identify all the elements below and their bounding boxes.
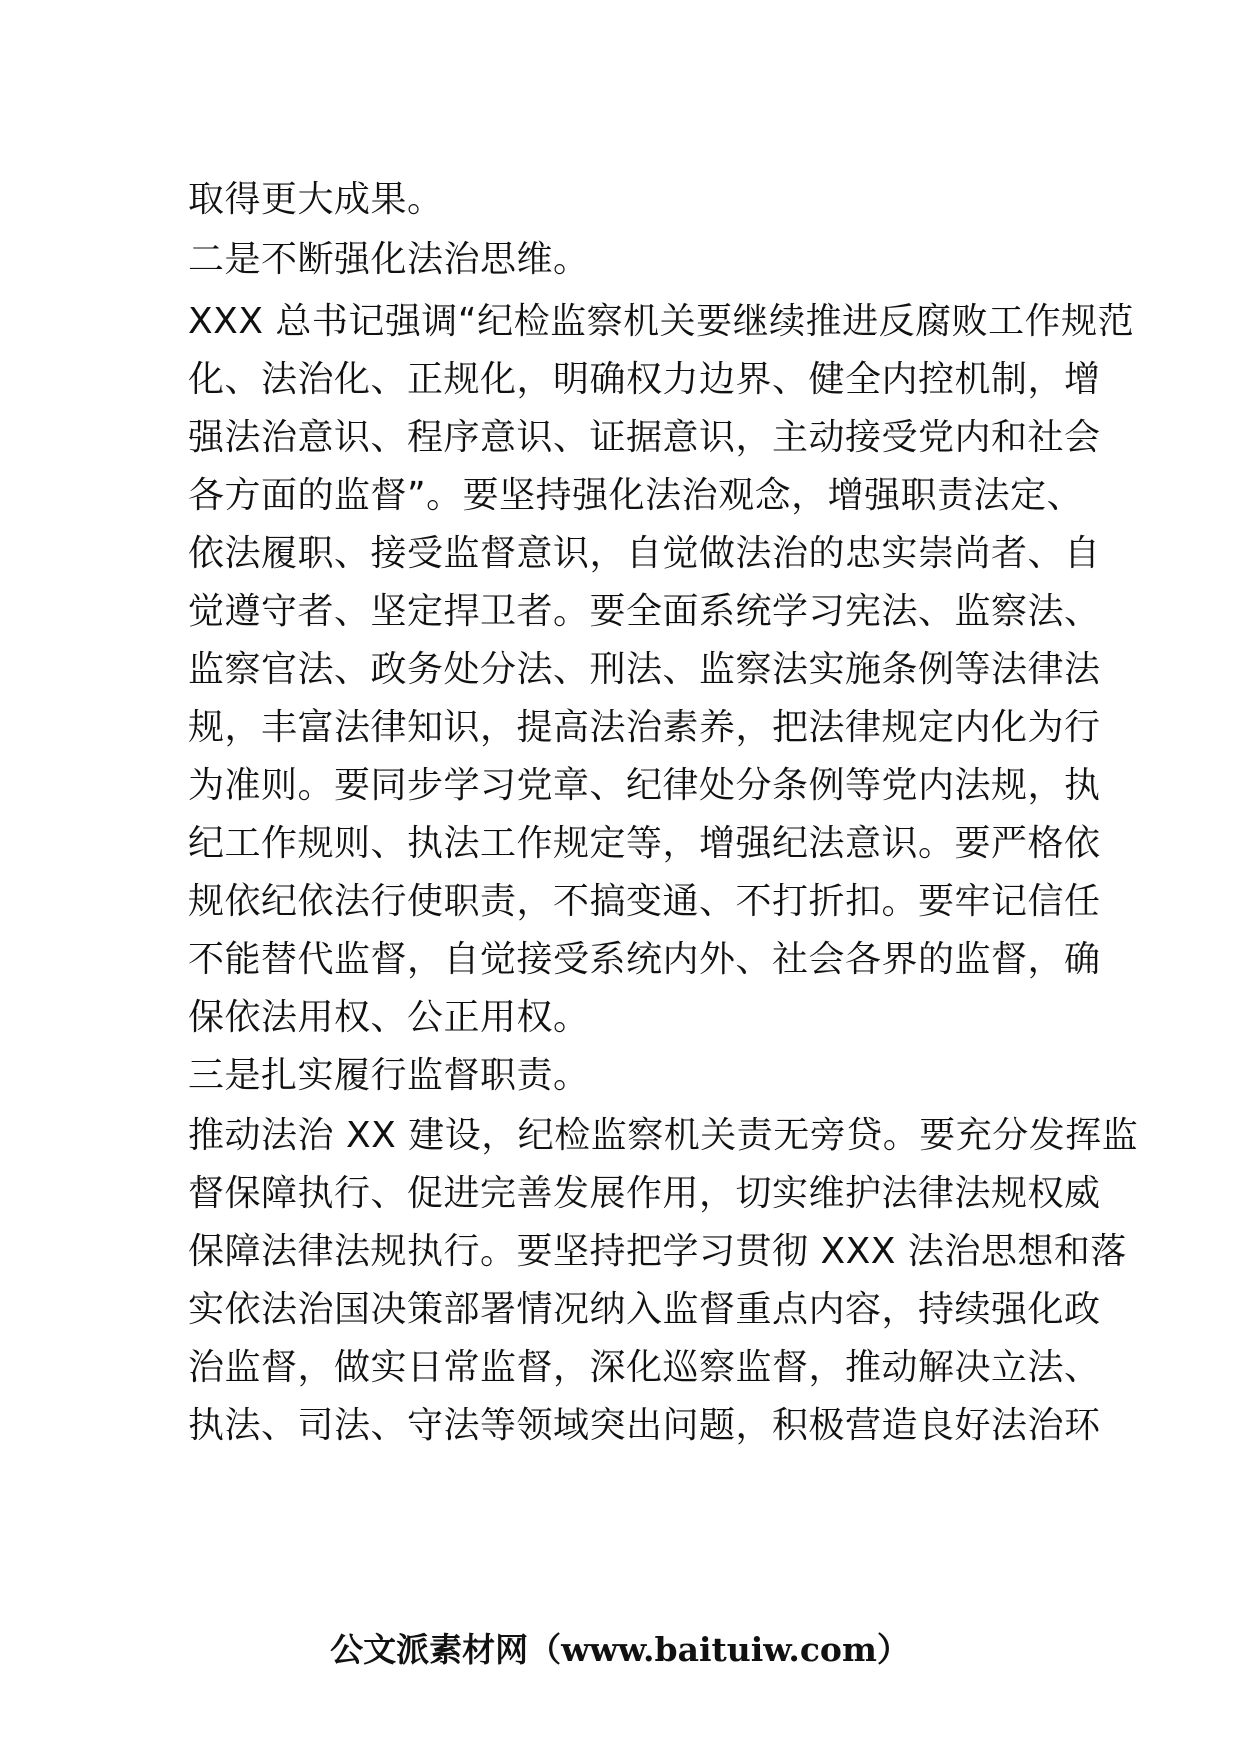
text-line: 依法履职、接受监督意识，自觉做法治的忠实崇尚者、自 xyxy=(188,533,1101,574)
text-line: XXX 总书记强调“纪检监察机关要继续推进反腐败工作规范 xyxy=(188,301,1135,342)
text-line: 纪工作规则、执法工作规定等，增强纪法意识。要严格依 xyxy=(188,823,1101,864)
text-line: 推动法治 XX 建设，纪检监察机关责无旁贷。要充分发挥监 xyxy=(188,1115,1139,1156)
text-line: 化、法治化、正规化，明确权力边界、健全内控机制，增 xyxy=(188,359,1101,400)
text-line: 保依法用权、公正用权。 xyxy=(188,997,590,1038)
text-line: 保障法律法规执行。要坚持把学习贯彻 XXX 法治思想和落 xyxy=(188,1231,1127,1272)
text-line: 规，丰富法律知识，提高法治素养，把法律规定内化为行 xyxy=(188,707,1101,748)
text-line: 规依纪依法行使职责，不搞变通、不打折扣。要牢记信任 xyxy=(188,881,1101,922)
text-line: 实依法治国决策部署情况纳入监督重点内容，持续强化政 xyxy=(188,1289,1101,1330)
text-line: 治监督，做实日常监督，深化巡察监督，推动解决立法、 xyxy=(188,1347,1101,1388)
section-heading: 二是不断强化法治思维。 xyxy=(188,239,590,280)
text-line: 各方面的监督”。要坚持强化法治观念，增强职责法定、 xyxy=(188,475,1084,516)
text-line: 不能替代监督，自觉接受系统内外、社会各界的监督，确 xyxy=(188,939,1101,980)
footer-watermark: 公文派素材网（www.baituiw.com） xyxy=(330,1630,910,1669)
text-line: 强法治意识、程序意识、证据意识，主动接受党内和社会 xyxy=(188,417,1101,458)
text-line: 执法、司法、守法等领域突出问题，积极营造良好法治环 xyxy=(188,1405,1101,1446)
text-line: 督保障执行、促进完善发展作用，切实维护法律法规权威 xyxy=(188,1173,1101,1214)
section-heading: 三是扎实履行监督职责。 xyxy=(188,1055,590,1096)
text-line: 取得更大成果。 xyxy=(188,179,444,220)
text-line: 为准则。要同步学习党章、纪律处分条例等党内法规，执 xyxy=(188,765,1101,806)
text-line: 监察官法、政务处分法、刑法、监察法实施条例等法律法 xyxy=(188,649,1101,690)
text-line: 觉遵守者、坚定捍卫者。要全面系统学习宪法、监察法、 xyxy=(188,591,1101,632)
